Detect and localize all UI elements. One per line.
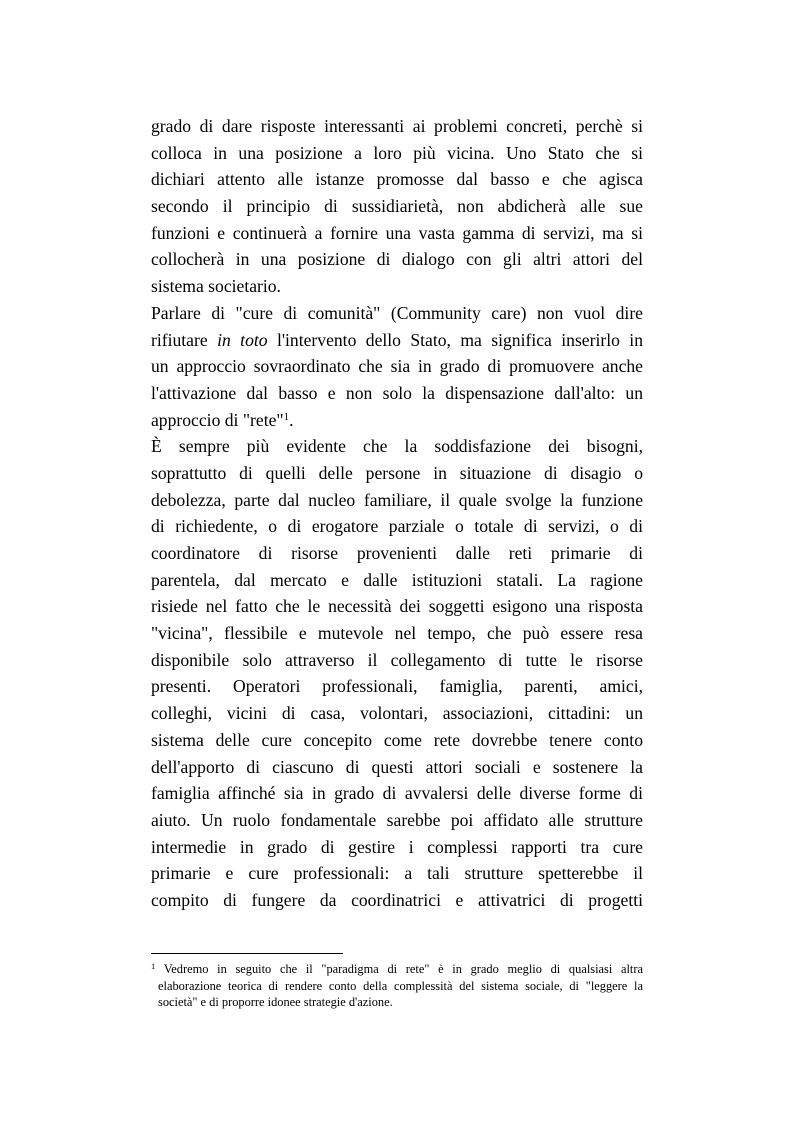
- text-line: aiuto. Un ruolo fondamentale sarebbe poi affidato alle strutture: [151, 809, 643, 830]
- text-line: dell'apporto di ciascuno di questi attori sociali e sostenere la: [151, 756, 643, 777]
- text-line: soprattutto di quelli delle persone in situazione di disagio o: [151, 462, 643, 483]
- text-line: disponibile solo attraverso il collegamento di tutte le risorse: [151, 649, 643, 670]
- text-line: [151, 327, 643, 354]
- text-fragment: l'intervento dello Stato, ma significa inserirlo in: [276, 329, 643, 350]
- text-fragment: .: [289, 409, 294, 430]
- text-line: sistema societario.: [151, 276, 281, 297]
- text-line: di richiedente, o di erogatore parziale o totale di servizi, o di: [151, 516, 643, 537]
- text-line: famiglia affinché sia in grado di avvalersi delle diverse forme di: [151, 783, 643, 804]
- footnote-marker: 1: [151, 961, 156, 971]
- text-line: [151, 407, 643, 434]
- text-line: risiede nel fatto che le necessità dei soggetti esigono una risposta: [151, 596, 643, 617]
- text-line: l'attivazione dal basso e non solo la dispensazione dall'alto: un: [151, 382, 643, 403]
- main-text: [151, 113, 643, 914]
- text-line: secondo il principio di sussidiarietà, non abdicherà alle sue: [151, 196, 643, 217]
- text-line: colleghi, vicini di casa, volontari, associazioni, cittadini: un: [151, 703, 643, 724]
- text-line: primarie e cure professionali: a tali strutture spetterebbe il: [151, 863, 643, 884]
- text-line: debolezza, parte dal nucleo familiare, il quale svolge la funzione: [151, 489, 643, 510]
- text-line: dichiari attento alle istanze promosse dal basso e che agisca: [151, 169, 643, 190]
- text-line: compito di fungere da coordinatrici e attivatrici di progetti: [151, 889, 643, 910]
- footnote-text: Vedremo in seguito che il "paradigma di rete" è in grado meglio di qualsiasi altra: [163, 962, 643, 976]
- text-line: È sempre più evidente che la soddisfazione dei bisogni,: [151, 436, 643, 457]
- text-line: sistema delle cure concepito come rete dovrebbe tenere conto: [151, 729, 643, 750]
- text-line: intermedie in grado di gestire i complessi rapporti tra cure: [151, 836, 643, 857]
- footnote-line: elaborazione teorica di rendere conto della complessità del sistema sociale, di "leggere la: [158, 978, 643, 993]
- text-line: colloca in una posizione a loro più vicina. Uno Stato che si: [151, 142, 643, 163]
- footnote-line: [151, 961, 643, 978]
- text-line: parentela, dal mercato e dalle istituzioni statali. La ragione: [151, 569, 643, 590]
- text-line: Parlare di "cure di comunità" (Community care) non vuol dire: [151, 302, 643, 323]
- text-line: un approccio sovraordinato che sia in grado di promuovere anche: [151, 356, 643, 377]
- text-line: grado di dare risposte interessanti ai problemi concreti, perchè si: [151, 116, 643, 136]
- footnote-separator: [151, 953, 343, 954]
- footnote: [151, 961, 643, 1011]
- text-fragment: rifiutare: [151, 329, 218, 350]
- text-line: presenti. Operatori professionali, famiglia, parenti, amici,: [151, 676, 643, 697]
- italic-phrase: in toto: [217, 329, 268, 350]
- footnote-reference[interactable]: 1: [283, 410, 290, 423]
- footnote-line: società" e di proporre idonee strategie d'azione.: [158, 995, 393, 1009]
- text-fragment: approccio di "rete": [151, 409, 284, 430]
- text-line: coordinatore di risorse provenienti dalle reti primarie di: [151, 543, 643, 563]
- text-line: collocherà in una posizione di dialogo con gli altri attori del: [151, 249, 643, 270]
- text-line: "vicina", flessibile e mutevole nel tempo, che può essere resa: [151, 623, 643, 644]
- text-line: funzioni e continuerà a fornire una vasta gamma di servizi, ma si: [151, 222, 643, 243]
